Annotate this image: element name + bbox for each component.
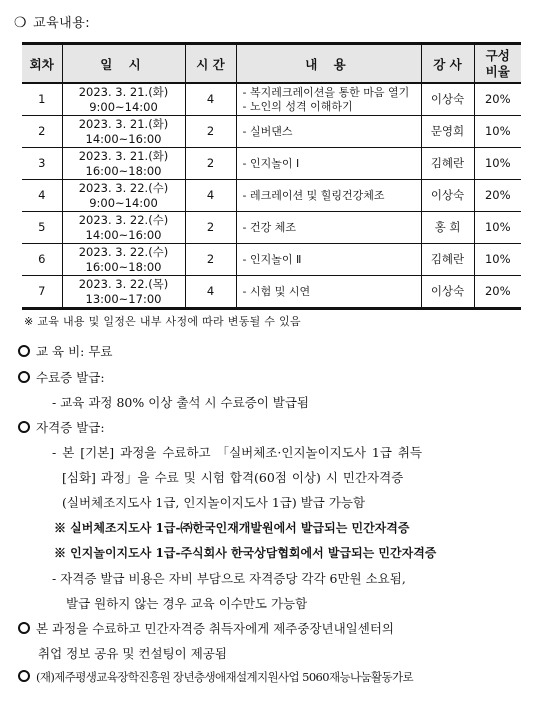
cell-ratio: 10% xyxy=(474,116,521,148)
table-row xyxy=(22,180,521,212)
cell-date: 2023. 3. 22.(수) xyxy=(78,245,169,260)
cell-hours: 2 xyxy=(185,148,236,180)
qual-label: 자격증 발급: xyxy=(36,420,105,435)
schedule-note: ※ 교육 내용 및 일정은 내부 사정에 따라 변동될 수 있음 xyxy=(24,315,301,328)
content-item: - 레크레이션 및 힐링건강체조 xyxy=(242,188,385,202)
content-item: - 건강 체조 xyxy=(242,220,296,234)
cell-content xyxy=(236,244,421,276)
section-title xyxy=(14,12,90,31)
col-header-ratio: 구성 비율 xyxy=(474,44,521,84)
cell-round: 7 xyxy=(22,276,62,309)
cell-content xyxy=(236,148,421,180)
cell-lecturer: 이상숙 xyxy=(421,180,474,212)
content-item: - 인지놀이 Ⅰ xyxy=(242,156,300,170)
col-header-round: 회차 xyxy=(22,44,62,84)
cell-hours: 2 xyxy=(185,212,236,244)
org-line xyxy=(18,669,413,685)
col-header-content: 내 용 xyxy=(236,44,421,84)
cell-content xyxy=(236,83,421,116)
cell-date: 2023. 3. 21.(화) xyxy=(78,85,169,100)
col-header-lecturer: 강 사 xyxy=(421,44,474,84)
cell-datetime xyxy=(62,276,185,309)
qual-detail-2b: 발급 원하지 않는 경우 교육 이수만도 가능함 xyxy=(66,596,308,611)
qual-detail-2a: - 자격증 발급 비용은 자비 부담으로 자격증당 각각 6만원 소요됨, xyxy=(52,571,406,586)
schedule-table xyxy=(22,42,521,310)
cell-date: 2023. 3. 21.(화) xyxy=(78,117,169,132)
table-row xyxy=(22,116,521,148)
cell-ratio: 10% xyxy=(474,148,521,180)
cell-time: 9:00~14:00 xyxy=(89,195,158,210)
cell-datetime xyxy=(62,180,185,212)
table-row xyxy=(22,212,521,244)
table-row xyxy=(22,148,521,180)
share-text-b: 취업 정보 공유 및 컨설팅이 제공됨 xyxy=(38,646,227,661)
qual-label-line xyxy=(18,418,105,436)
cell-date: 2023. 3. 22.(수) xyxy=(78,213,169,228)
cell-content xyxy=(236,116,421,148)
cell-lecturer: 김혜란 xyxy=(421,244,474,276)
cell-time: 16:00~18:00 xyxy=(85,259,162,274)
cell-time: 13:00~17:00 xyxy=(85,291,162,306)
org-text: (재)제주평생교육장학진흥원 장년층생애재설계지원사업 5060재능나눔활동가로 xyxy=(36,670,414,684)
cell-datetime xyxy=(62,116,185,148)
content-item: - 복지레크레이션을 통한 마음 열기 xyxy=(242,85,410,99)
cell-round: 6 xyxy=(22,244,62,276)
cell-hours: 2 xyxy=(185,244,236,276)
cell-hours: 4 xyxy=(185,276,236,309)
cell-hours: 4 xyxy=(185,180,236,212)
bullet-circle-icon xyxy=(18,371,30,383)
qual-detail-1b: [심화] 과정」을 수료 및 시험 합격(60점 이상) 시 민간자격증 xyxy=(62,470,404,485)
table-row xyxy=(22,83,521,116)
cell-lecturer: 김혜란 xyxy=(421,148,474,180)
cell-time: 16:00~18:00 xyxy=(85,163,162,178)
cell-lecturer: 이상숙 xyxy=(421,276,474,309)
cell-content xyxy=(236,180,421,212)
cell-round: 3 xyxy=(22,148,62,180)
cell-time: 14:00~16:00 xyxy=(85,227,162,242)
cell-round: 4 xyxy=(22,180,62,212)
cell-datetime xyxy=(62,212,185,244)
share-text-a: 본 과정을 수료하고 민간자격증 취득자에게 제주중장년내일센터의 xyxy=(36,621,394,636)
cell-date: 2023. 3. 22.(목) xyxy=(78,277,169,292)
cell-ratio: 10% xyxy=(474,212,521,244)
cell-date: 2023. 3. 22.(수) xyxy=(78,181,169,196)
cell-content xyxy=(236,212,421,244)
table-row xyxy=(22,276,521,309)
bullet-circle-icon xyxy=(18,622,30,634)
cell-hours: 4 xyxy=(185,83,236,116)
table-row xyxy=(22,244,521,276)
cell-ratio: 20% xyxy=(474,83,521,116)
share-line xyxy=(18,619,394,637)
cert-label: 수료증 발급: xyxy=(36,370,105,385)
cell-datetime xyxy=(62,83,185,116)
qual-note-1: ※ 실버체조지도사 1급-㈜한국인재개발원에서 발급되는 민간자격증 xyxy=(54,521,410,535)
content-item: - 노인의 성격 이해하기 xyxy=(242,99,353,113)
cell-date: 2023. 3. 21.(화) xyxy=(78,149,169,164)
content-item: - 실버댄스 xyxy=(242,124,293,138)
qual-note-2: ※ 인지놀이지도사 1급-주식회사 한국상담협회에서 발급되는 민간자격증 xyxy=(54,546,437,560)
cell-round: 2 xyxy=(22,116,62,148)
cell-ratio: 20% xyxy=(474,276,521,309)
cell-ratio: 10% xyxy=(474,244,521,276)
fee-text: 교 육 비: 무료 xyxy=(36,344,113,359)
table-header-row xyxy=(22,44,521,84)
cell-lecturer: 문영희 xyxy=(421,116,474,148)
qual-detail-1a: - 본 [기본] 과정을 수료하고 「실버체조·인지놀이지도사 1급 취득 xyxy=(52,445,423,460)
section-title-text: 교육내용: xyxy=(33,16,91,31)
cert-label-line xyxy=(18,368,105,386)
bullet-circle-icon xyxy=(18,421,30,433)
cell-round: 5 xyxy=(22,212,62,244)
cell-time: 9:00~14:00 xyxy=(89,99,158,114)
bullet-circle-icon xyxy=(18,345,30,357)
cell-ratio: 20% xyxy=(474,180,521,212)
col-header-datetime: 일 시 xyxy=(62,44,185,84)
fee-line xyxy=(18,342,113,360)
bullet-circle-icon xyxy=(18,670,30,682)
cell-datetime xyxy=(62,148,185,180)
cert-detail: - 교육 과정 80% 이상 출석 시 수료증이 발급됨 xyxy=(52,395,309,410)
cell-lecturer: 이상숙 xyxy=(421,83,474,116)
content-item: - 인지놀이 Ⅱ xyxy=(242,252,302,266)
cell-lecturer: 홍 희 xyxy=(421,212,474,244)
cell-datetime xyxy=(62,244,185,276)
cell-round: 1 xyxy=(22,83,62,116)
bullet-circle-icon: ❍ xyxy=(14,15,28,31)
cell-hours: 2 xyxy=(185,116,236,148)
content-item: - 시험 및 시연 xyxy=(242,284,311,298)
col-header-hours: 시 간 xyxy=(185,44,236,84)
cell-content xyxy=(236,276,421,309)
qual-detail-1c: (실버체조지도사 1급, 인지놀이지도사 1급) 발급 가능함 xyxy=(62,495,366,510)
cell-time: 14:00~16:00 xyxy=(85,131,162,146)
